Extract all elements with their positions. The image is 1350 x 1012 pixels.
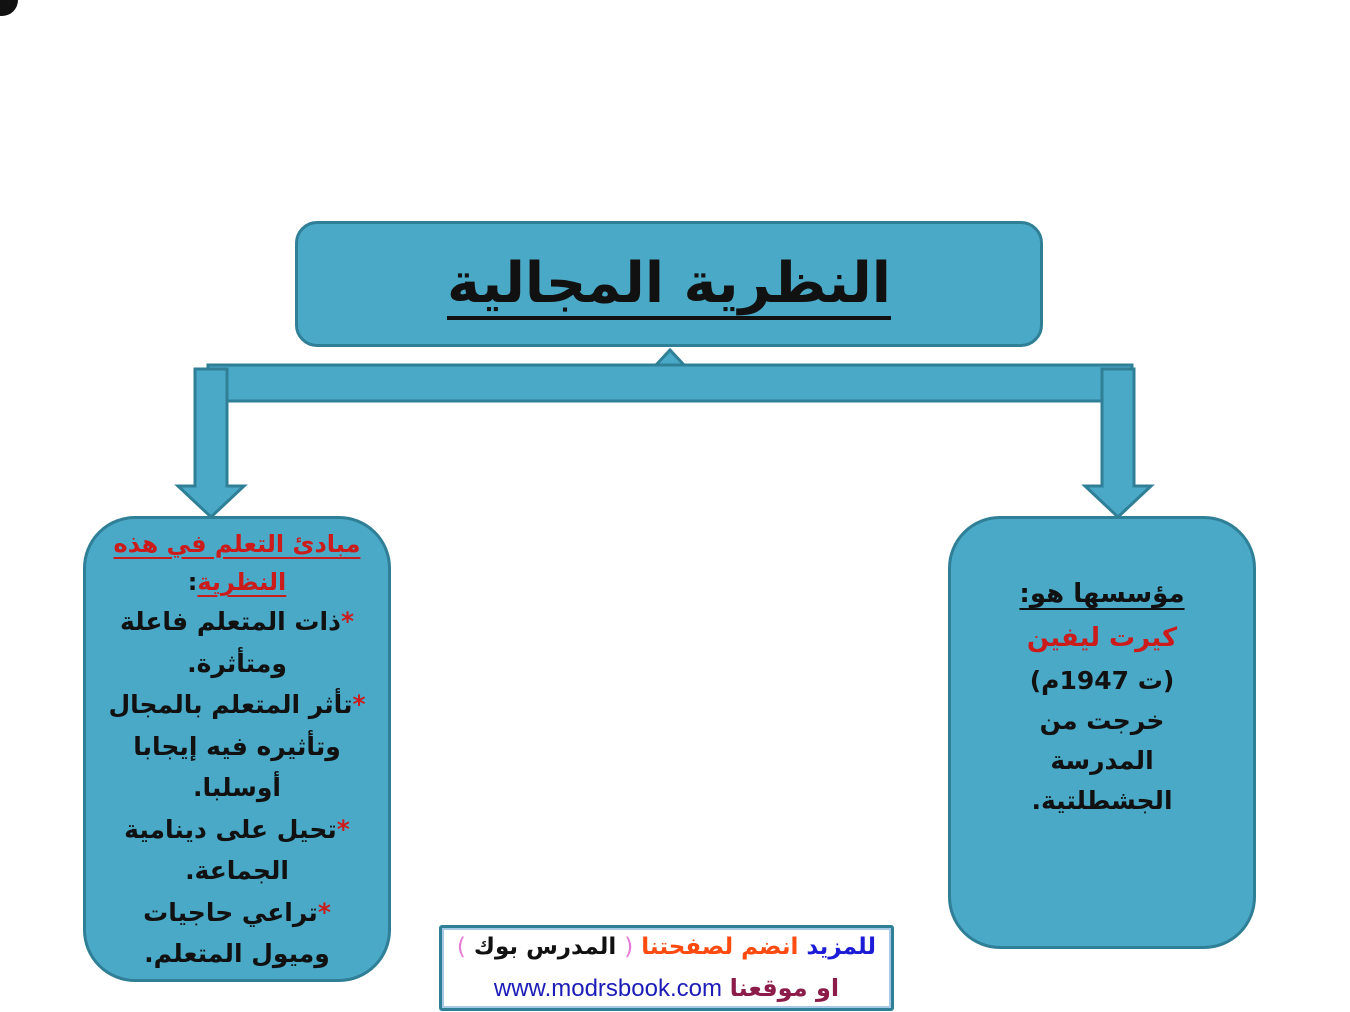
- horizontal-connector-bar: [208, 365, 1132, 401]
- principle-item: [100, 601, 374, 684]
- principle-line: وميول المتعلم.: [144, 939, 330, 968]
- founder-line: خرجت من: [1039, 706, 1165, 735]
- founder-name: كيرت ليفين: [1026, 623, 1178, 653]
- principle-line: *ذات المتعلم فاعلة: [119, 607, 355, 636]
- banner-join-page: انضم لصفحتنا: [641, 934, 799, 960]
- principles-heading: [100, 525, 374, 601]
- banner-or-site: او موقعنا: [729, 974, 840, 1002]
- bullet-star: *: [352, 690, 366, 719]
- banner-page-name: المدرس بوك: [473, 934, 617, 960]
- principle-item: [100, 684, 374, 809]
- bullet-star: *: [336, 814, 350, 844]
- principle-line: أوسلبا.: [193, 773, 281, 802]
- principle-line: *تراعي حاجيات: [143, 897, 331, 927]
- principles-heading-text: مبادئ التعلم في هذه النظرية: [113, 530, 361, 596]
- principles-heading-colon: :: [187, 568, 198, 596]
- banner-paren-close: ): [456, 934, 466, 960]
- principle-line: *تحيل على دينامية: [124, 814, 350, 844]
- banner-url-link[interactable]: www.modrsbook.com: [493, 975, 722, 1002]
- founder-label: مؤسسها هو:: [1019, 579, 1185, 609]
- promo-banner[interactable]: [439, 925, 894, 1011]
- principle-line: وتأثيره فيه إيجابا: [133, 731, 341, 761]
- principles-box: [83, 516, 391, 982]
- principle-line: الجماعة.: [185, 856, 289, 885]
- banner-paren-open: (: [624, 934, 634, 960]
- banner-row-bottom: [442, 971, 891, 1006]
- principle-item: [100, 892, 374, 975]
- diagram-title: النظرية المجالية: [447, 251, 891, 316]
- up-arrow: [656, 350, 684, 365]
- principle-item: [100, 809, 374, 892]
- founder-death-year: (ت 1947م): [1029, 666, 1175, 695]
- founder-line: الجشطلتية.: [1031, 786, 1173, 815]
- principle-line: ومتأثرة.: [187, 648, 287, 678]
- banner-row-top: [442, 931, 891, 963]
- founder-line: المدرسة: [1050, 746, 1154, 775]
- banner-more: للمزيد: [806, 934, 877, 960]
- bullet-star: *: [317, 897, 331, 927]
- principle-line: *تأثر المتعلم بالمجال: [108, 690, 366, 719]
- bullet-star: *: [340, 607, 355, 636]
- founder-box: [948, 516, 1256, 949]
